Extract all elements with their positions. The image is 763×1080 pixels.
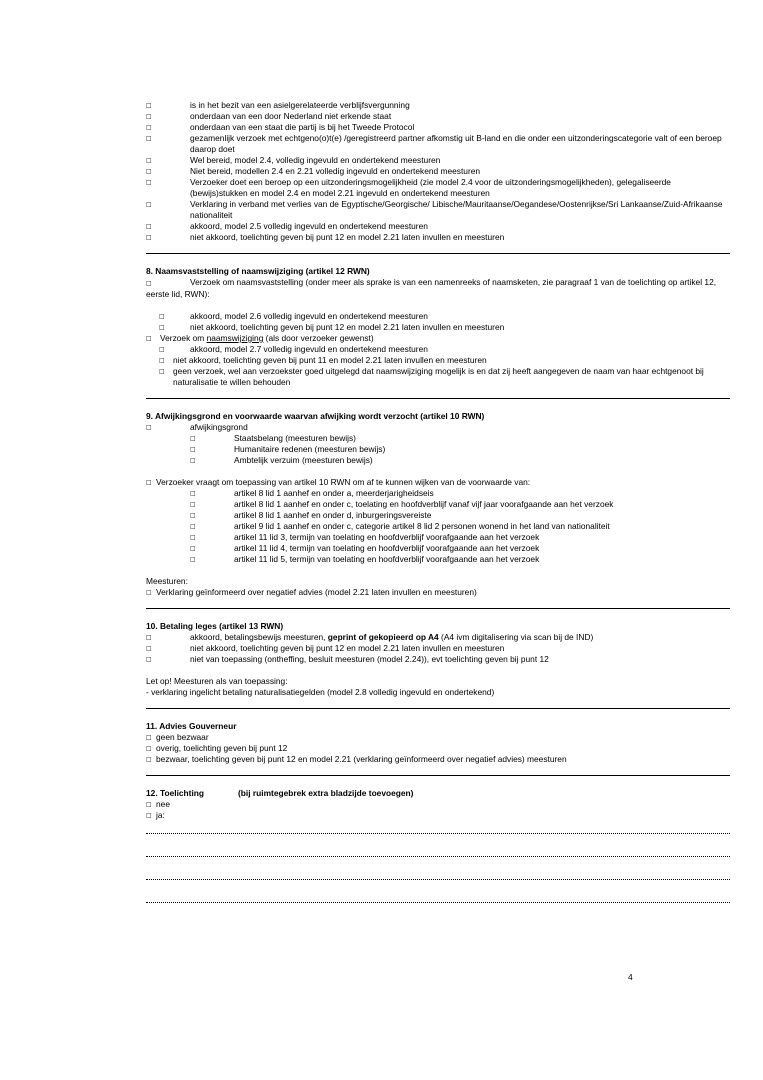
checkbox[interactable]: □ bbox=[146, 135, 152, 142]
section-title: 11. Advies Gouverneur bbox=[146, 721, 237, 731]
checkbox[interactable]: □ bbox=[190, 435, 196, 442]
answer-line[interactable] bbox=[146, 822, 730, 834]
checkbox[interactable]: □ bbox=[146, 280, 152, 287]
checkbox[interactable]: □ bbox=[146, 656, 152, 663]
checkbox[interactable]: □ bbox=[190, 523, 196, 530]
list-item: □ bezwaar, toelichting geven bij punt 12 en model 2.21 (verklaring geïnformeerd over negatief advies) meesturen bbox=[146, 754, 567, 764]
list-item: □ artikel 8 lid 1 aanhef en onder a, meerderjarigheidseis bbox=[190, 488, 434, 498]
list-item: □ ja: bbox=[146, 810, 165, 820]
section-divider bbox=[146, 608, 730, 609]
list-item: □ akkoord, model 2.5 volledig ingevuld en ondertekend meesturen bbox=[146, 221, 428, 231]
section-12 bbox=[146, 788, 730, 903]
list-item: □ Verklaring in verband met verlies van de Egyptische/Georgische/ Libische/Mauritaanse/Oegandese/Oostenrijkse/Sri Lankaanse/Zuid-Afrikaanse nationaliteit bbox=[146, 199, 723, 220]
checkbox[interactable]: □ bbox=[190, 556, 196, 563]
checkbox[interactable]: □ bbox=[146, 168, 152, 175]
form-page bbox=[146, 100, 730, 903]
list-item: □ onderdaan van een staat die partij is bij het Tweede Protocol bbox=[146, 122, 415, 132]
section-divider bbox=[146, 253, 730, 254]
checkbox[interactable]: □ bbox=[146, 102, 152, 109]
list-item: □ Wel bereid, model 2.4, volledig ingevuld en ondertekend meesturen bbox=[146, 155, 441, 165]
checkbox[interactable]: □ bbox=[190, 490, 196, 497]
list-item: □ onderdaan van een door Nederland niet erkende staat bbox=[146, 111, 392, 121]
list-item: □ nee bbox=[146, 799, 170, 809]
list-item: □ Niet bereid, modellen 2.4 en 2.21 volledig ingevuld en ondertekend meesturen bbox=[146, 166, 481, 176]
list-item: □ artikel 11 lid 3, termijn van toelating en hoofdverblijf voorafgaande aan het verzoek bbox=[190, 532, 540, 542]
list-item: □ gezamenlijk verzoek met echtgeno(o)t(e) /geregistreerd partner afkomstig uit B-land en die onder een uitzonderingscategorie valt of een beroep daarop doet bbox=[146, 133, 722, 154]
page-number: 4 bbox=[628, 972, 633, 982]
checkbox[interactable]: □ bbox=[146, 734, 152, 741]
checkbox[interactable]: □ bbox=[146, 479, 152, 486]
list-item: □ akkoord, model 2.6 volledig ingevuld en ondertekend meesturen bbox=[159, 311, 428, 321]
list-item: □ niet akkoord, toelichting geven bij punt 11 en model 2.21 laten invullen en meesturen bbox=[159, 355, 487, 365]
list-item: □ niet van toepassing (ontheffing, besluit meesturen (model 2.24)), evt toelichting geven bij punt 12 bbox=[146, 654, 549, 664]
checkbox[interactable]: □ bbox=[159, 368, 165, 375]
list-item: □ akkoord, model 2.7 volledig ingevuld en ondertekend meesturen bbox=[159, 344, 428, 354]
checkbox[interactable]: □ bbox=[190, 534, 196, 541]
checkbox[interactable]: □ bbox=[146, 589, 152, 596]
list-item: □ niet akkoord, toelichting geven bij punt 12 en model 2.21 laten invullen en meesturen bbox=[146, 232, 505, 242]
checkbox[interactable]: □ bbox=[190, 545, 196, 552]
checkbox[interactable]: □ bbox=[190, 457, 196, 464]
checkbox[interactable]: □ bbox=[159, 357, 165, 364]
checkbox[interactable]: □ bbox=[146, 812, 152, 819]
list-item: □ overig, toelichting geven bij punt 12 bbox=[146, 743, 288, 753]
list-item: □ Verzoeker vraagt om toepassing van artikel 10 RWN om af te kunnen wijken van de voorwaarde van: bbox=[146, 477, 531, 487]
list-item: □ Verklaring geïnformeerd over negatief advies (model 2.21 laten invullen en meesturen) bbox=[146, 587, 477, 597]
note-text: - verklaring ingelicht betaling naturalisatiegelden (model 2.8 volledig ingevuld en ondertekend) bbox=[146, 687, 495, 697]
section-divider bbox=[146, 775, 730, 776]
list-item: □ niet akkoord, toelichting geven bij punt 12 en model 2.21 laten invullen en meesturen bbox=[159, 322, 505, 332]
list-item: □ Humanitaire redenen (meesturen bewijs) bbox=[190, 444, 386, 454]
checkbox[interactable]: □ bbox=[146, 179, 152, 186]
checkbox[interactable]: □ bbox=[159, 324, 165, 331]
checkbox[interactable]: □ bbox=[146, 335, 152, 342]
list-item: □ artikel 9 lid 1 aanhef en onder c, categorie artikel 8 lid 2 personen wonend in het land van nationaliteit bbox=[190, 521, 610, 531]
answer-line[interactable] bbox=[146, 845, 730, 857]
list-item: □ artikel 11 lid 4, termijn van toelating en hoofdverblijf voorafgaande aan het verzoek bbox=[190, 543, 540, 553]
checkbox[interactable]: □ bbox=[146, 113, 152, 120]
list-item: □ geen verzoek, wel aan verzoekster goed uitgelegd dat naamswijziging mogelijk is en dat zij heeft aangegeven de naam van haar echtgenoot bij naturalisatie te willen behouden bbox=[159, 366, 704, 387]
list-item: □ artikel 8 lid 1 aanhef en onder c, toelating en hoofdverblijf vanaf vijf jaar voorafgaande aan het verzoek bbox=[190, 499, 614, 509]
checkbox[interactable]: □ bbox=[146, 223, 152, 230]
checkbox[interactable]: □ bbox=[146, 801, 152, 808]
list-item: □ artikel 11 lid 5, termijn van toelating en hoofdverblijf voorafgaande aan het verzoek bbox=[190, 554, 540, 564]
list-item: □ Verzoeker doet een beroep op een uitzonderingsmogelijkheid (zie model 2.4 voor de uitzonderingsmogelijkheden), gelegaliseerde (bewijs)stukken en model 2.4 en model 2.21 ingevuld en ondertekend meesturen bbox=[146, 177, 671, 198]
section-10 bbox=[146, 621, 730, 698]
list-item: □ afwijkingsgrond bbox=[146, 422, 248, 432]
checkbox[interactable]: □ bbox=[146, 157, 152, 164]
section-title: 8. Naamsvaststelling of naamswijziging (artikel 12 RWN) bbox=[146, 266, 370, 276]
checkbox[interactable]: □ bbox=[146, 124, 152, 131]
section-divider bbox=[146, 708, 730, 709]
checkbox[interactable]: □ bbox=[159, 313, 165, 320]
section-title: 10. Betaling leges (artikel 13 RWN) bbox=[146, 621, 284, 631]
section-11 bbox=[146, 721, 730, 765]
checkbox[interactable]: □ bbox=[146, 756, 152, 763]
section-9 bbox=[146, 411, 730, 598]
meesturen-label: Meesturen: bbox=[146, 576, 188, 586]
list-item: □ geen bezwaar bbox=[146, 732, 209, 742]
checkbox[interactable]: □ bbox=[146, 645, 152, 652]
checkbox[interactable]: □ bbox=[146, 234, 152, 241]
note-text: Let op! Meesturen als van toepassing: bbox=[146, 676, 288, 686]
checkbox[interactable]: □ bbox=[146, 424, 152, 431]
section-title: 9. Afwijkingsgrond en voorwaarde waarvan afwijking wordt verzocht (artikel 10 RWN) bbox=[146, 411, 485, 421]
section-intro: □ Verzoek om naamsvaststelling (onder meer als sprake is van een namenreeks of naamsketen, zie paragraaf 1 van de toelichting op artikel 12, eerste lid, RWN): bbox=[146, 277, 717, 299]
list-item: □ is in het bezit van een asielgerelateerde verblijfsvergunning bbox=[146, 100, 410, 110]
answer-line[interactable] bbox=[146, 891, 730, 903]
list-item: □ niet akkoord, toelichting geven bij punt 12 en model 2.21 laten invullen en meesturen bbox=[146, 643, 505, 653]
answer-line[interactable] bbox=[146, 868, 730, 880]
checkbox[interactable]: □ bbox=[146, 745, 152, 752]
checkbox[interactable]: □ bbox=[190, 512, 196, 519]
checkbox[interactable]: □ bbox=[190, 501, 196, 508]
section-title: 12. Toelichting (bij ruimtegebrek extra bladzijde toevoegen) bbox=[146, 788, 414, 798]
section-divider bbox=[146, 398, 730, 399]
list-item: □ Verzoek om naamswijziging (als door verzoeker gewenst) bbox=[146, 333, 374, 343]
list-item: □ Ambtelijk verzuim (meesturen bewijs) bbox=[190, 455, 373, 465]
checkbox[interactable]: □ bbox=[146, 634, 152, 641]
checkbox[interactable]: □ bbox=[146, 201, 152, 208]
top-checklist bbox=[146, 100, 730, 243]
checkbox[interactable]: □ bbox=[159, 346, 165, 353]
list-item: □ artikel 8 lid 1 aanhef en onder d, inburgeringsvereiste bbox=[190, 510, 432, 520]
checkbox[interactable]: □ bbox=[190, 446, 196, 453]
list-item: □ akkoord, betalingsbewijs meesturen, geprint of gekopieerd op A4 (A4 ivm digitalisering via scan bij de IND) bbox=[146, 632, 594, 642]
section-8 bbox=[146, 266, 730, 388]
list-item: □ Staatsbelang (meesturen bewijs) bbox=[190, 433, 356, 443]
